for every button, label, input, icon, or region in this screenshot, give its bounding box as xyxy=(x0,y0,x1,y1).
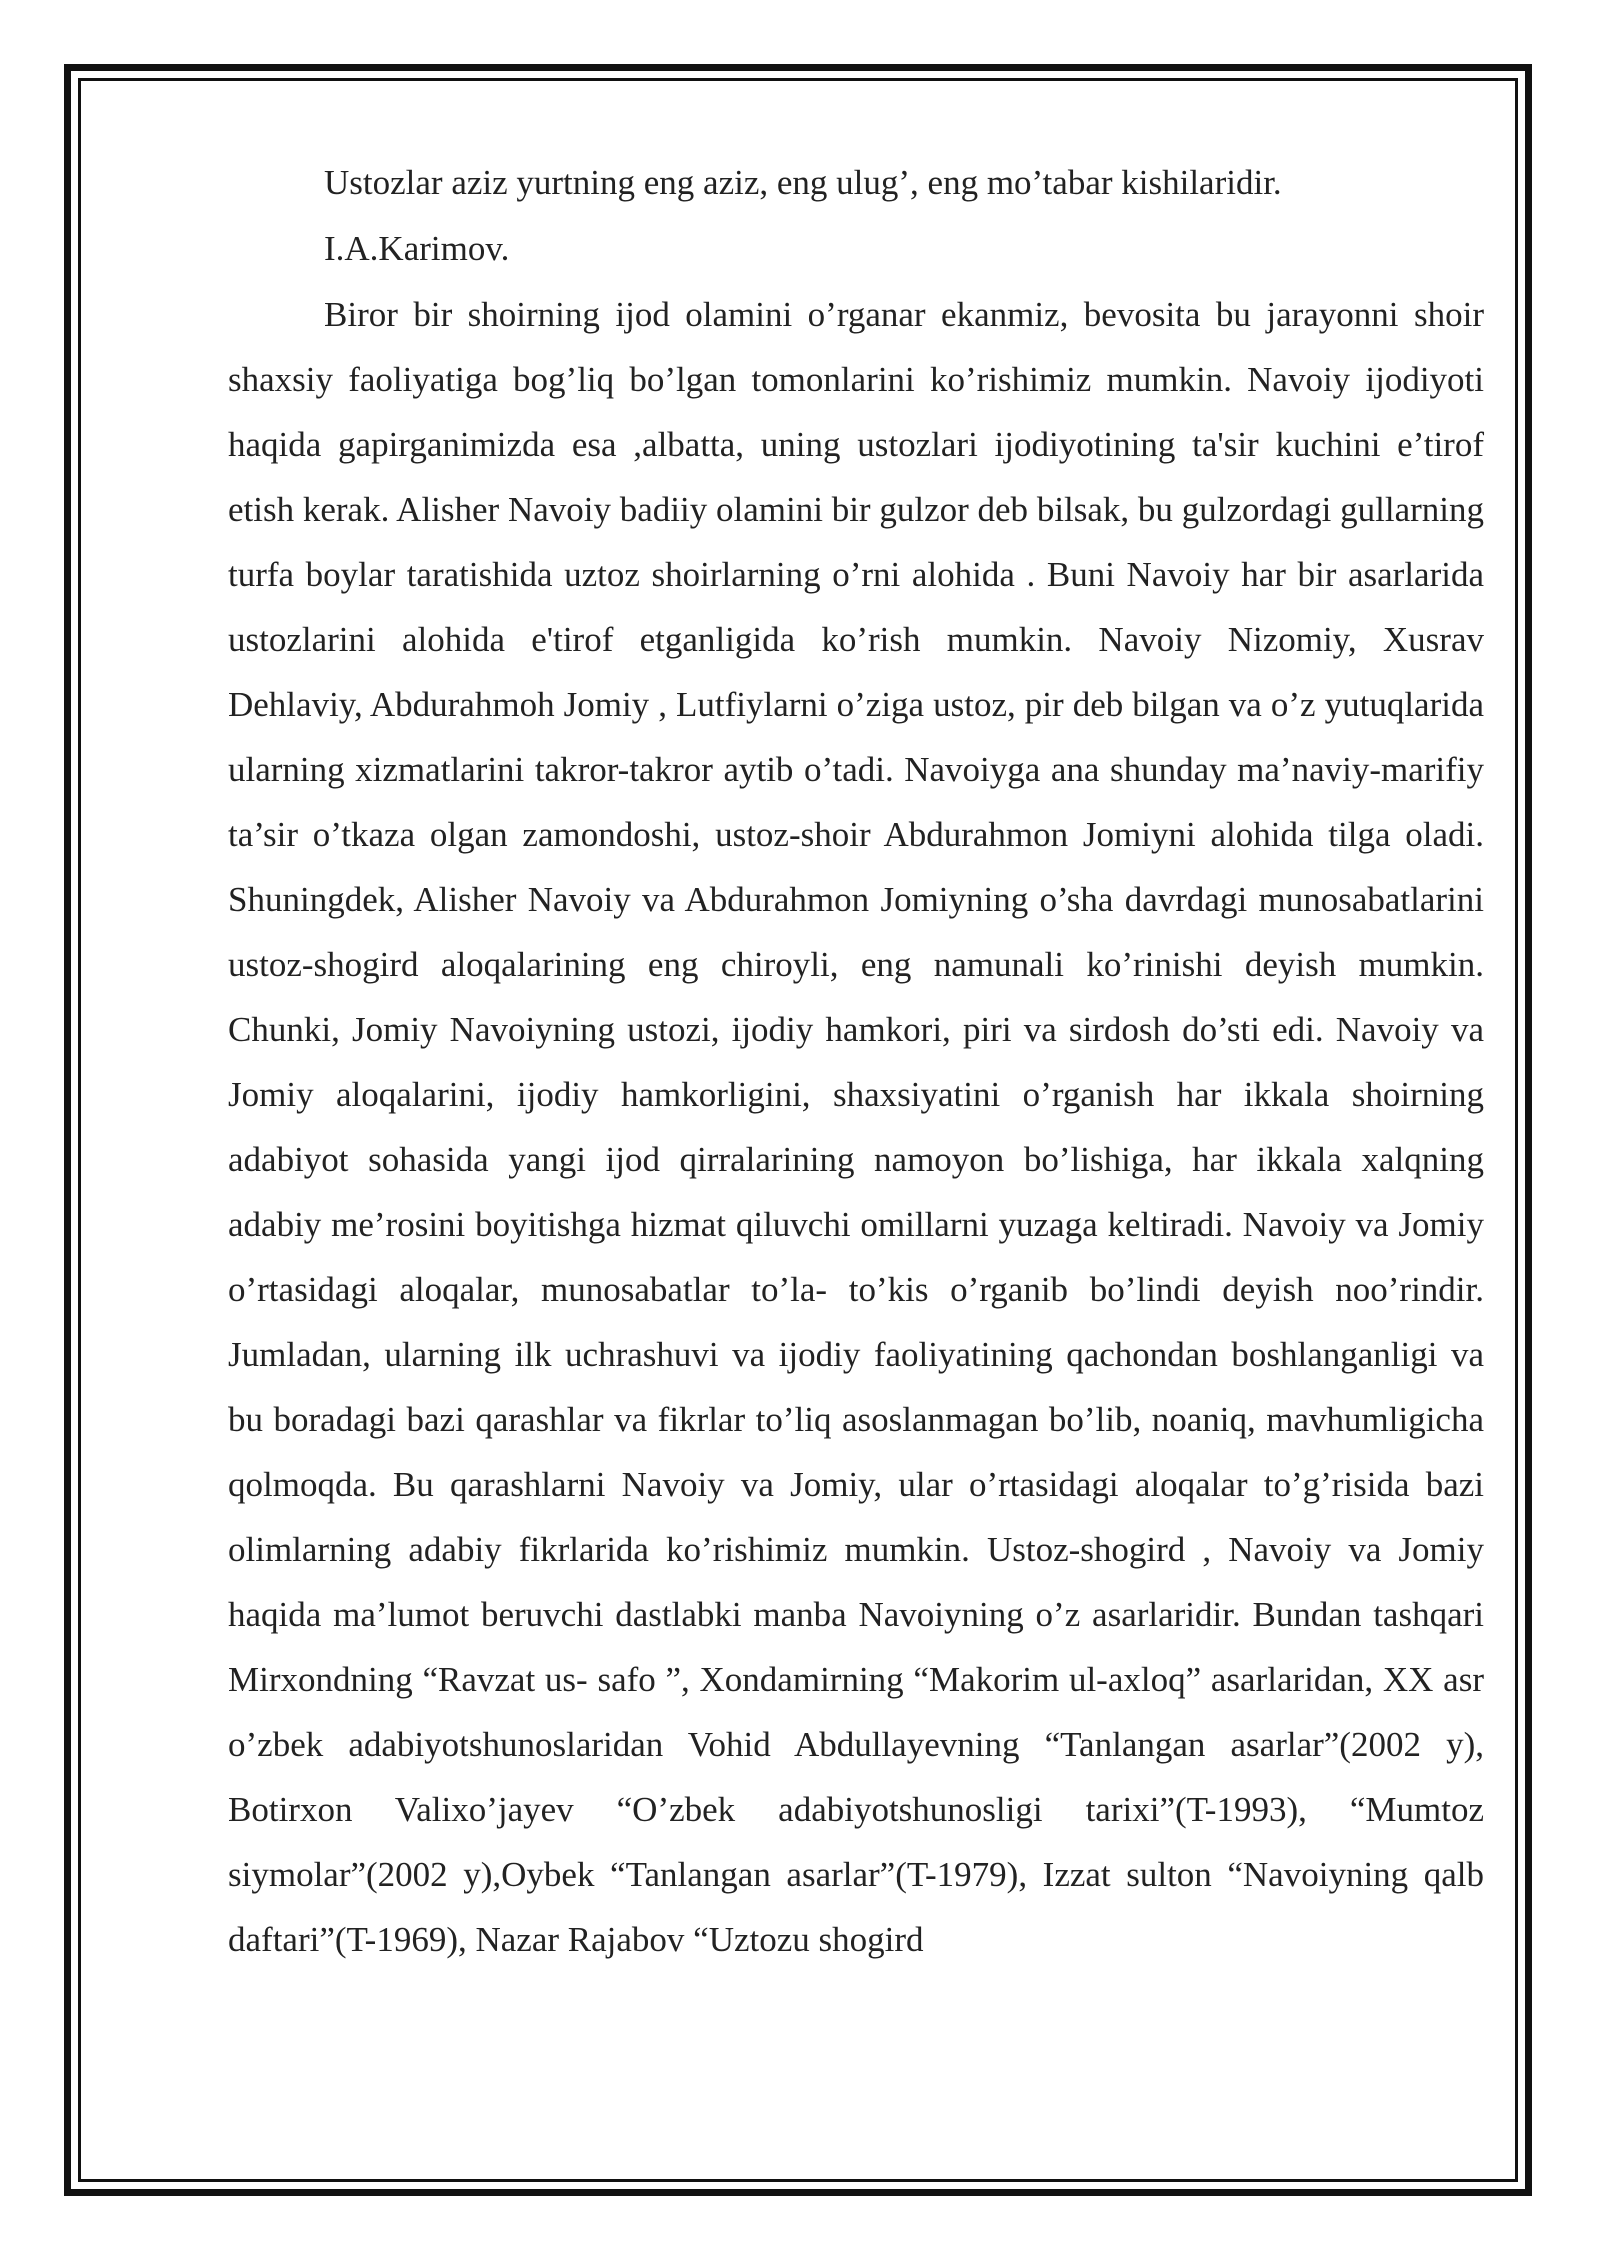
body-paragraph: Biror bir shoirning ijod olamini o’rganar ekanmiz, bevosita bu jarayonni shoir shaxsiy faoliyatiga bog’liq bo’lgan tomonlarini ko’rishimiz mumkin. Navoiy ijodiyoti haqida gapirganimizda esa ,albatta, uning ustozlari ijodiyotining ta'sir kuchini e’tirof etish kerak. Alisher Navoiy badiiy olamini bir gulzor deb bilsak, bu gulzordagi gullarning turfa boylar taratishida uztoz shoirlarning o’rni alohida . Buni Navoiy har bir asarlarida ustozlarini alohida e'tirof etganligida ko’rish mumkin. Navoiy Nizomiy, Xusrav Dehlaviy, Abdurahmoh Jomiy , Lutfiylarni o’ziga ustoz, pir deb bilgan va o’z yutuqlarida ularning xizmatlarini takror-takror aytib o’tadi. Navoiyga ana shunday ma’naviy-marifiy ta’sir o’tkaza olgan zamondoshi, ustoz-shoir Abdurahmon Jomiyni alohida tilga oladi. Shuningdek, Alisher Navoiy va Abdurahmon Jomiyning o’sha davrdagi munosabatlarini ustoz-shogird aloqalarining eng chiroyli, eng namunali ko’rinishi deyish mumkin. Chunki, Jomiy Navoiyning ustozi, ijodiy hamkori, piri va sirdosh do’sti edi. Navoiy va Jomiy aloqalarini, ijodiy hamkorligini, shaxsiyatini o’rganish har ikkala shoirning adabiyot sohasida yangi ijod qirralarining namoyon bo’lishiga, har ikkala xalqning adabiy me’rosini boyitishga hizmat qiluvchi omillarni yuzaga keltiradi. Navoiy va Jomiy o’rtasidagi aloqalar, munosabatlar to’la- to’kis o’rganib bo’lindi deyish noo’rindir. Jumladan, ularning ilk uchrashuvi va ijodiy faoliyatining qachondan boshlanganligi va bu boradagi bazi qarashlar va fikrlar to’liq asoslanmagan bo’lib, noaniq, mavhumligicha qolmoqda. Bu qarashlarni Navoiy va Jomiy, ular o’rtasidagi aloqalar to’g’risida bazi olimlarning adabiy fikrlarida ko’rishimiz mumkin. Ustoz-shogird , Navoiy va Jomiy haqida ma’lumot beruvchi dastlabki manba Navoiyning o’z asarlaridir. Bundan tashqari Mirxondning “Ravzat us- safo ”, Xondamirning “Makorim ul-axloq” asarlaridan, XX asr o’zbek adabiyotshunoslaridan Vohid Abdullayevning “Tanlangan asarlar”(2002 y), Botirxon Valixo’jayev “O’zbek adabiyotshunosligi tarixi”(T-1993), “Mumtoz siymolar”(2002 y),Oybek “Tanlangan asarlar”(T-1979), Izzat sulton “Navoiyning qalb daftari”(T-1969), Nazar Rajabov “Uztozu shogird xyxy=(228,295,1484,1959)
epigraph: Ustozlar aziz yurtning eng aziz, eng ulug’, eng mo’tabar kishilaridir. xyxy=(324,163,1282,202)
document-content xyxy=(228,150,1484,1972)
epigraph-author: I.A.Karimov. xyxy=(324,229,510,268)
